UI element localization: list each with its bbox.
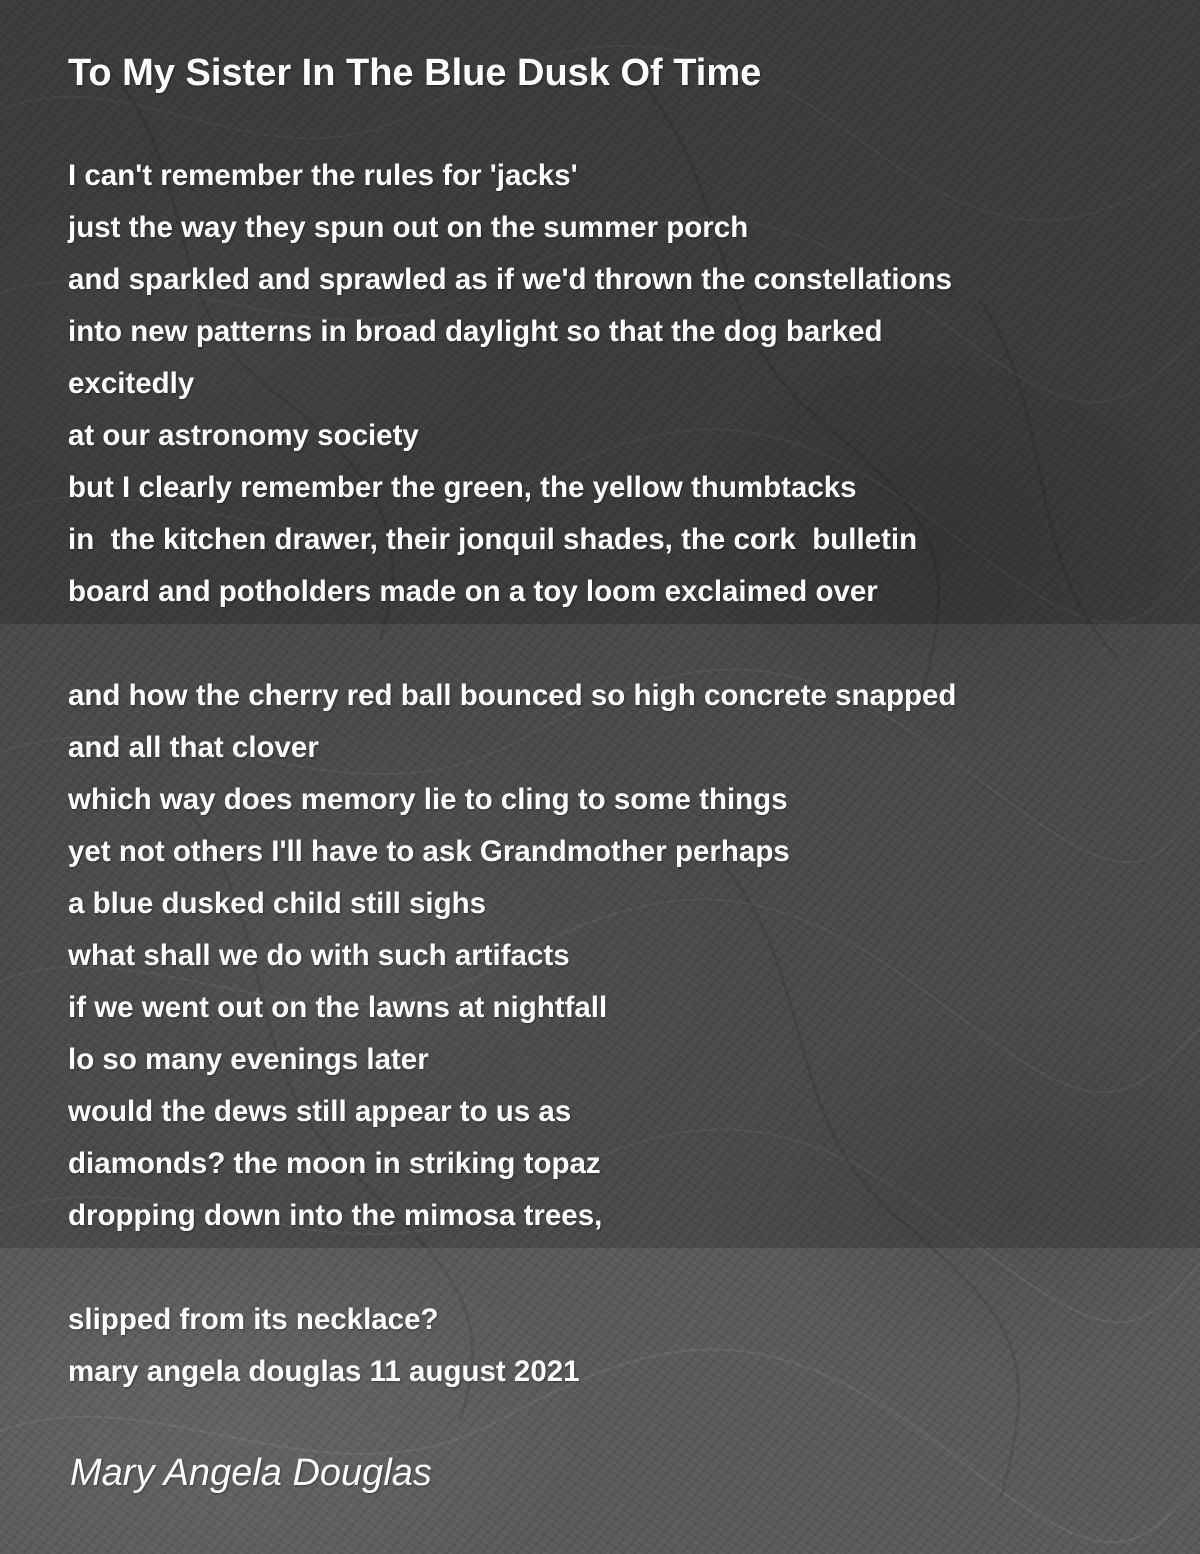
poem-line: would the dews still appear to us as (68, 1095, 572, 1128)
poem-line: in the kitchen drawer, their jonquil shades, the cork bulletin (68, 523, 918, 556)
stanza-3 (68, 1294, 580, 1398)
poem-line: slipped from its necklace? (68, 1303, 439, 1336)
stanza-1 (68, 150, 952, 618)
poem-line: yet not others I'll have to ask Grandmother perhaps (68, 835, 790, 868)
poem-line: and sparkled and sprawled as if we'd thrown the constellations (68, 263, 953, 296)
poem-line: a blue dusked child still sighs (68, 887, 487, 920)
poem-line: board and potholders made on a toy loom exclaimed over (68, 575, 878, 608)
poem-line: and all that clover (68, 731, 319, 764)
poem-line: dropping down into the mimosa trees, (68, 1199, 603, 1232)
poem-line: excitedly (68, 367, 195, 400)
poem-title: To My Sister In The Blue Dusk Of Time (68, 52, 762, 94)
poem-line: and how the cherry red ball bounced so high concrete snapped (68, 679, 957, 712)
poem-line: mary angela douglas 11 august 2021 (68, 1355, 580, 1388)
poem-author: Mary Angela Douglas (70, 1452, 432, 1494)
poem-line: into new patterns in broad daylight so that the dog barked (68, 315, 883, 348)
poem-line: I can't remember the rules for 'jacks' (68, 159, 578, 192)
poem-line: diamonds? the moon in striking topaz (68, 1147, 601, 1180)
poem-line: which way does memory lie to cling to some things (68, 783, 788, 816)
poem-line: but I clearly remember the green, the yellow thumbtacks (68, 471, 857, 504)
stanza-2 (68, 670, 956, 1242)
poem-line: lo so many evenings later (68, 1043, 429, 1076)
poem-line: what shall we do with such artifacts (68, 939, 570, 972)
poem-line: just the way they spun out on the summer porch (68, 211, 749, 244)
poem-line: at our astronomy society (68, 419, 419, 452)
poem-line: if we went out on the lawns at nightfall (68, 991, 608, 1024)
